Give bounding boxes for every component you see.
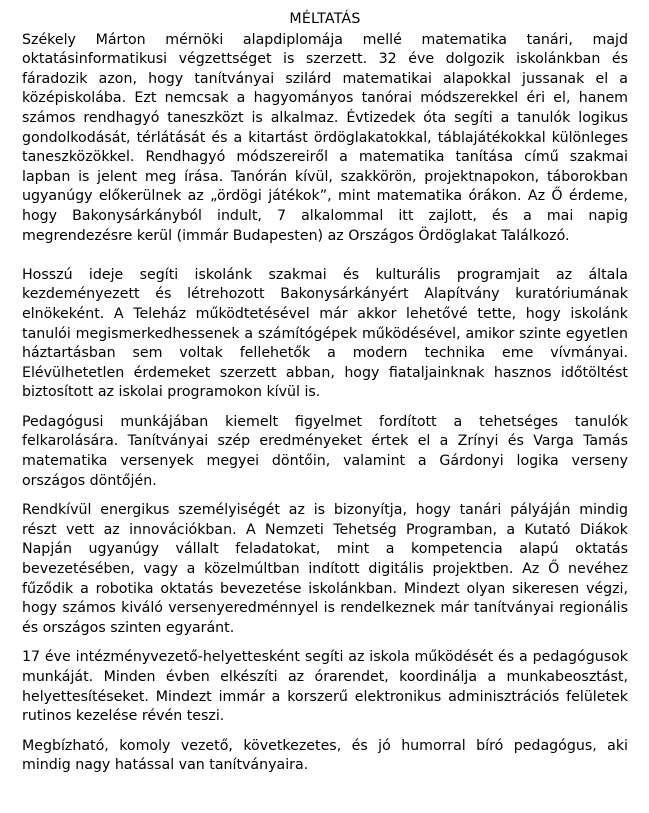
paragraph-spacer: [22, 638, 628, 648]
paragraph-talent-support: Pedagógusi munkájában kiemelt figyelmet fordított a tehetséges tanulók felkarolására. Tanítványai szép eredményeket értek el a Zrínyi és Varga Tamás matematika versenyek megyei döntőin, valamint a Gárdonyi logika verseny országos döntőjén.: [22, 413, 628, 489]
paragraph-foundation-and-telehaz: Hosszú ideje segíti iskolánk szakmai és kulturális programjait az általa kezdeményezett és létrehozott Bakonysárkányért Alapítvány kuratóriumának elnökeként. A Teleház működtetésével már akkor lehetővé tette, hogy iskolánk tanulói megismerkedhessenek a számítógépek működésével, amikor szinte egyetlen háztartásban sem voltak fellehetők a modern technika eme vívmányai. Elévülhetetlen érdemeket szerzett abban, hogy fiataljainknak hasznos időtöltést biztosított az iskolai programokon kívül is.: [22, 266, 628, 401]
paragraph-innovation: Rendkívül energikus személyiségét az is bizonyítja, hogy tanári pályáján mindig részt vett az innovációkban. A Nemzeti Tehetség Programban, a Kutató Diákok Napján ugyanúgy vállalt feladatokat, mint a kompetencia alapú oktatás bevezetésében, vagy a közelmúltban indított digitális projektben. Az Ő nevéhez fűződik a robotika oktatás bevezetése iskolánkban. Mindezt olyan sikeresen végzi, hogy számos kiváló versenyeredménnyel is rendelkeznek már tanítványai regionális és országos szinten egyaránt.: [22, 502, 628, 636]
paragraph-closing: Megbízható, komoly vezető, következetes, és jó humorral bíró pedagógus, aki mindig nagy hatással van tanítványaira.: [22, 737, 628, 774]
document-title: MÉLTATÁS: [289, 11, 361, 27]
paragraph-spacer: [22, 246, 628, 266]
paragraph-deputy-head: 17 éve intézményvezető-helyettesként segíti az iskola működését és a pedagógusok munkáját. Minden évben elkészíti az órarendet, koordinálja a munkabeosztást, helyettesítéseket. Mindezt immár a korszerű elektronikus adminisztrációs felületek rutinos kezelése révén teszi.: [22, 649, 628, 725]
document-page: [22, 10, 628, 776]
paragraph-spacer: [22, 403, 628, 413]
paragraph-spacer: [22, 491, 628, 501]
paragraph-spacer: [22, 727, 628, 737]
paragraph-education-and-methods: Székely Márton mérnöki alapdiplomája mellé matematika tanári, majd oktatásinformatikusi végzettséget is szerzett. 32 éve dolgozik iskolánkban és fáradozik azon, hogy tanítványai szilárd matematikai alapokkal jussanak el a középiskolába. Ezt nemcsak a hagyományos tanórai módszerekkel éri el, hanem számos rendhagyó taneszközt is alkalmaz. Évtizedek óta segíti a tanulók logikus gondolkodását, térlátását és a kitartást ördöglakatokkal, táblajátékokkal különleges taneszközökkel. Rendhagyó módszereiről a matematika tanítása című szakmai lapban is jelent meg írása. Tanórán kívül, szakkörön, projektnapokon, táborokban ugyanúgy előkerülnek az „ördögi játékok”, mint matematika órákon. Az Ő érdeme, hogy Bakonysárkányból indult, 7 alkalommal itt zajlott, és a mai napig megrendezésre kerül (immár Budapesten) az Országos Ördöglakat Találkozó.: [22, 31, 628, 244]
